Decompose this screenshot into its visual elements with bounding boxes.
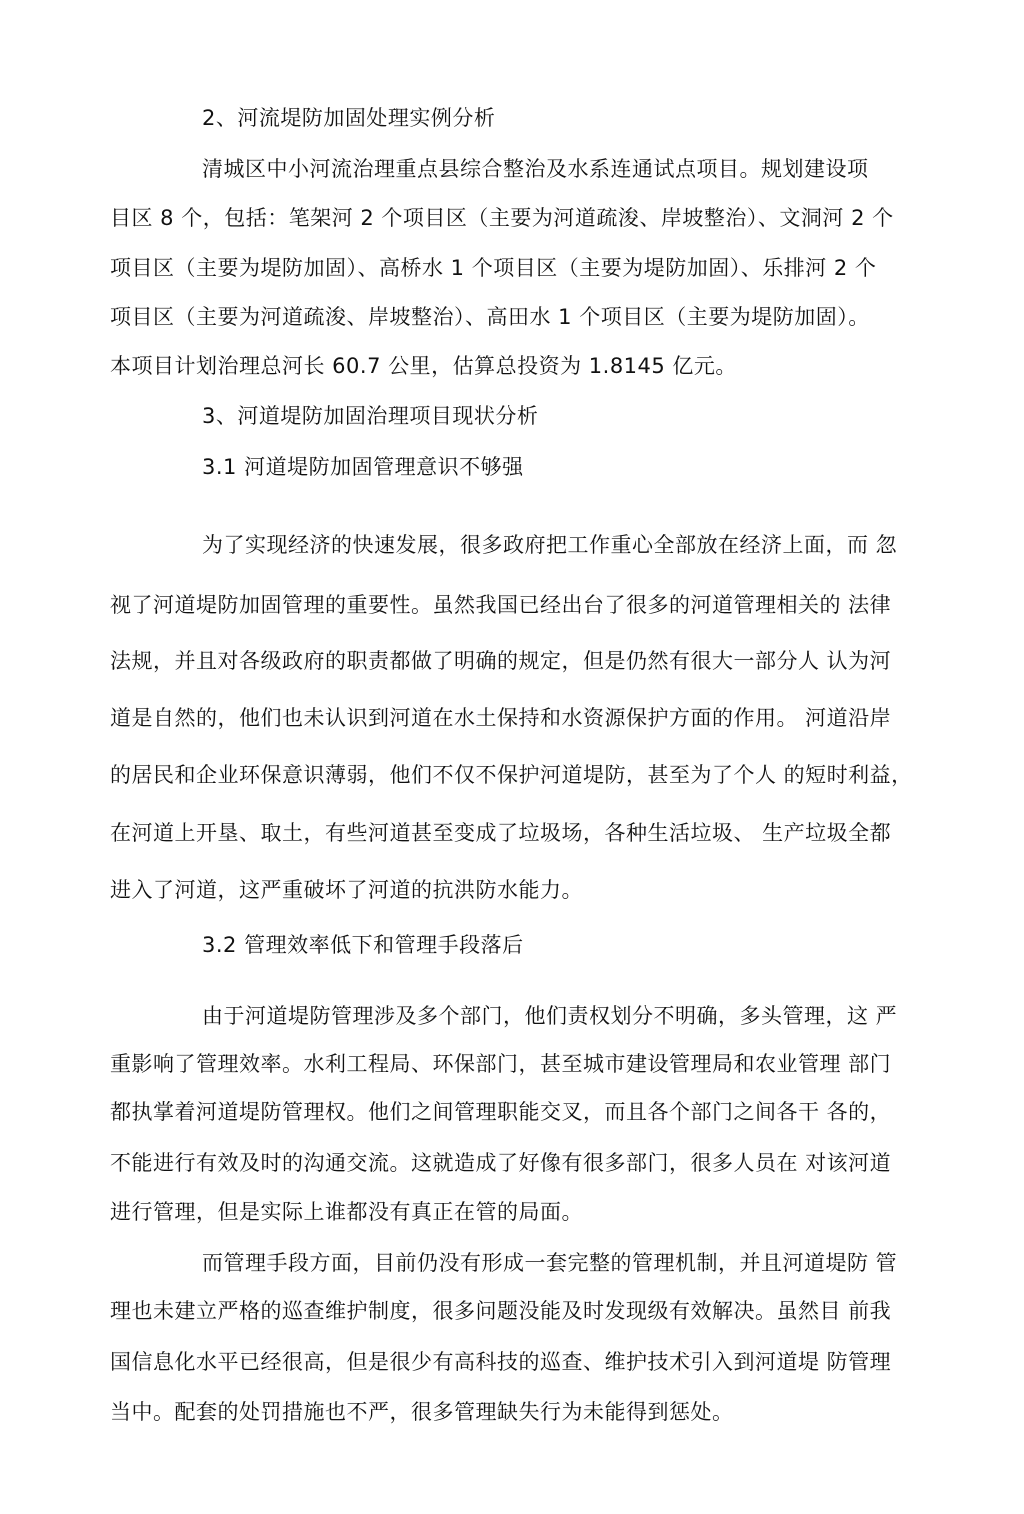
section-3-heading: 3、河道堤防加固治理项目现状分析 <box>202 404 539 428</box>
paragraph-line: 国信息化水平已经很高，但是很少有高科技的巡查、维护技术引入到河道堤 防管理 <box>110 1350 892 1374</box>
paragraph-line: 重影响了管理效率。水利工程局、环保部门，甚至城市建设管理局和农业管理 部门 <box>110 1052 892 1076</box>
paragraph-line: 由于河道堤防管理涉及多个部门，他们责权划分不明确，多头管理，这 严 <box>202 1004 898 1028</box>
paragraph-line: 法规，并且对各级政府的职责都做了明确的规定，但是仍然有很大一部分人 认为河 <box>110 649 892 673</box>
section-3-2-heading: 3.2 管理效率低下和管理手段落后 <box>202 933 524 957</box>
paragraph-line: 项目区（主要为堤防加固）、高桥水 1 个项目区（主要为堤防加固）、乐排河 2 个 <box>110 256 877 280</box>
paragraph-line: 理也未建立严格的巡查维护制度，很多问题没能及时发现级有效解决。虽然目 前我 <box>110 1299 892 1323</box>
paragraph-line: 的居民和企业环保意识薄弱，他们不仅不保护河道堤防，甚至为了个人 的短时利益， <box>110 763 913 787</box>
paragraph-line: 当中。配套的处罚措施也不严，很多管理缺失行为未能得到惩处。 <box>110 1400 734 1424</box>
paragraph-line: 视了河道堤防加固管理的重要性。虽然我国已经出台了很多的河道管理相关的 法律 <box>110 593 892 617</box>
section-3-1-heading: 3.1 河道堤防加固管理意识不够强 <box>202 455 524 479</box>
paragraph-line: 项目区（主要为河道疏浚、岸坡整治）、高田水 1 个项目区（主要为堤防加固）。 <box>110 305 870 329</box>
paragraph-line: 不能进行有效及时的沟通交流。这就造成了好像有很多部门，很多人员在 对该河道 <box>110 1151 892 1175</box>
paragraph-line: 为了实现经济的快速发展，很多政府把工作重心全部放在经济上面，而 忽 <box>202 533 898 557</box>
section-2-heading: 2、河流堤防加固处理实例分析 <box>202 106 496 130</box>
paragraph-line: 本项目计划治理总河长 60.7 公里，估算总投资为 1.8145 亿元。 <box>110 354 737 378</box>
paragraph-line: 清城区中小河流治理重点县综合整治及水系连通试点项目。规划建设项 <box>202 157 869 181</box>
paragraph-line: 而管理手段方面，目前仍没有形成一套完整的管理机制，并且河道堤防 管 <box>202 1251 898 1275</box>
paragraph-line: 道是自然的，他们也未认识到河道在水土保持和水资源保护方面的作用。 河道沿岸 <box>110 706 892 730</box>
paragraph-line: 目区 8 个，包括：笔架河 2 个项目区（主要为河道疏浚、岸坡整治）、文洞河 2 个 <box>110 206 894 230</box>
paragraph-line: 进行管理，但是实际上谁都没有真正在管的局面。 <box>110 1200 583 1224</box>
paragraph-line: 都执掌着河道堤防管理权。他们之间管理职能交叉，而且各个部门之间各干 各的， <box>110 1100 892 1124</box>
paragraph-line: 进入了河道，这严重破坏了河道的抗洪防水能力。 <box>110 878 583 902</box>
paragraph-line: 在河道上开垦、取土，有些河道甚至变成了垃圾场，各种生活垃圾、 生产垃圾全都 <box>110 821 892 845</box>
